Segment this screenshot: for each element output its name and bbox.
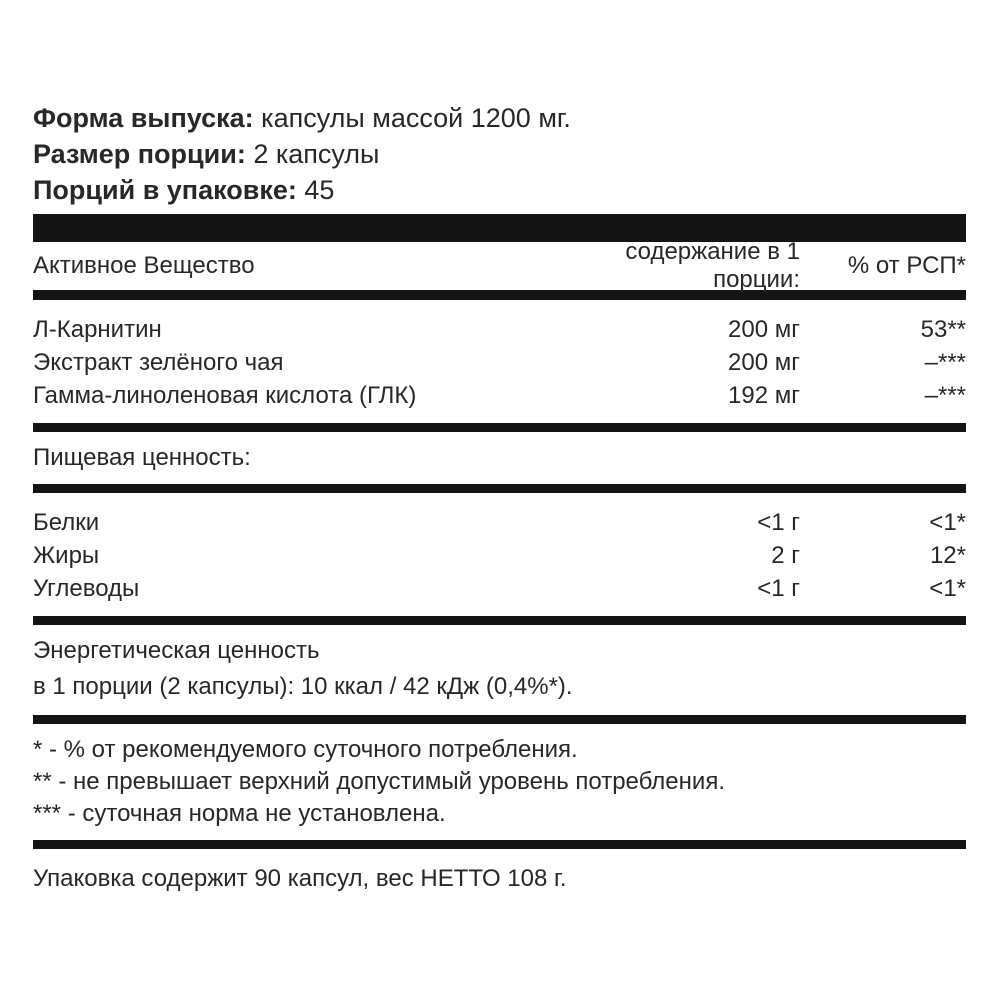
nutrient-amount: 2 г: [771, 542, 800, 569]
product-info-block: [33, 0, 966, 208]
divider-bar-footnotes-bottom: [33, 840, 966, 849]
release-form-line: [33, 100, 966, 136]
nutrition-rows: [33, 493, 966, 616]
servings-per-pack-line: [33, 172, 966, 208]
active-substance-rows: [33, 300, 966, 423]
footnotes-block: [33, 724, 966, 840]
nutrient-rsp: <1*: [929, 575, 966, 602]
ingredient-name: Л-Карнитин: [33, 316, 162, 343]
footnote-rsp: * - % от рекомендуемого суточного потребления.: [33, 736, 578, 763]
nutrient-name: Белки: [33, 509, 100, 536]
table-row: [33, 313, 966, 346]
nutrient-rsp: <1*: [929, 509, 966, 536]
divider-bar-active-bottom: [33, 423, 966, 432]
ingredient-amount: 200 мг: [728, 349, 800, 376]
footnote-no-daily-norm: *** - суточная норма не установлена.: [33, 800, 446, 827]
ingredient-amount: 200 мг: [728, 316, 800, 343]
release-form-label: Форма выпуска:: [33, 103, 254, 133]
ingredient-name: Гамма-линоленовая кислота (ГЛК): [33, 382, 417, 409]
ingredient-rsp: –***: [924, 382, 966, 409]
nutrient-name: Жиры: [33, 542, 100, 569]
energy-line-2: в 1 порции (2 капсулы): 10 ккал / 42 кДж (0,4%*).: [33, 673, 573, 700]
nutrient-amount: <1 г: [757, 509, 800, 536]
energy-line-1: Энергетическая ценность: [33, 637, 320, 664]
divider-bar-energy-bottom: [33, 715, 966, 724]
table-row: [33, 506, 966, 539]
header-per-serving: содержание в 1 порции:: [625, 238, 800, 293]
ingredient-rsp: 53**: [920, 316, 966, 343]
nutrient-name: Углеводы: [33, 575, 140, 602]
package-contents-note: Упаковка содержит 90 капсул, вес НЕТТО 108 г.: [33, 865, 567, 892]
divider-bar-nutrition-top: [33, 484, 966, 493]
table-row: [33, 346, 966, 379]
ingredient-rsp: –***: [924, 349, 966, 376]
divider-bar-nutrition-bottom: [33, 616, 966, 625]
servings-per-pack-label: Порций в упаковке:: [33, 175, 297, 205]
ingredient-amount: 192 мг: [728, 382, 800, 409]
release-form-value: капсулы массой 1200 мг.: [253, 103, 571, 133]
table-row: [33, 379, 966, 412]
nutrition-section-title: Пищевая ценность:: [33, 444, 251, 471]
serving-size-label: Размер порции:: [33, 139, 246, 169]
serving-size-value: 2 капсулы: [245, 139, 380, 169]
divider-bar-top: [33, 214, 966, 242]
table-row: [33, 539, 966, 572]
ingredient-name: Экстракт зелёного чая: [33, 349, 284, 376]
energy-value-block: [33, 625, 966, 715]
servings-per-pack-value: 45: [296, 175, 335, 205]
nutrient-rsp: 12*: [929, 542, 966, 569]
nutrient-amount: <1 г: [757, 575, 800, 602]
serving-size-line: [33, 136, 966, 172]
footnote-upper-limit: ** - не превышает верхний допустимый уровень потребления.: [33, 768, 725, 795]
active-table-header: [33, 238, 966, 293]
divider-bar-header-bottom: [33, 290, 966, 300]
header-rsp-percent: % от РСП*: [847, 252, 966, 279]
header-active-substance: Активное Вещество: [33, 252, 255, 279]
table-row: [33, 572, 966, 605]
